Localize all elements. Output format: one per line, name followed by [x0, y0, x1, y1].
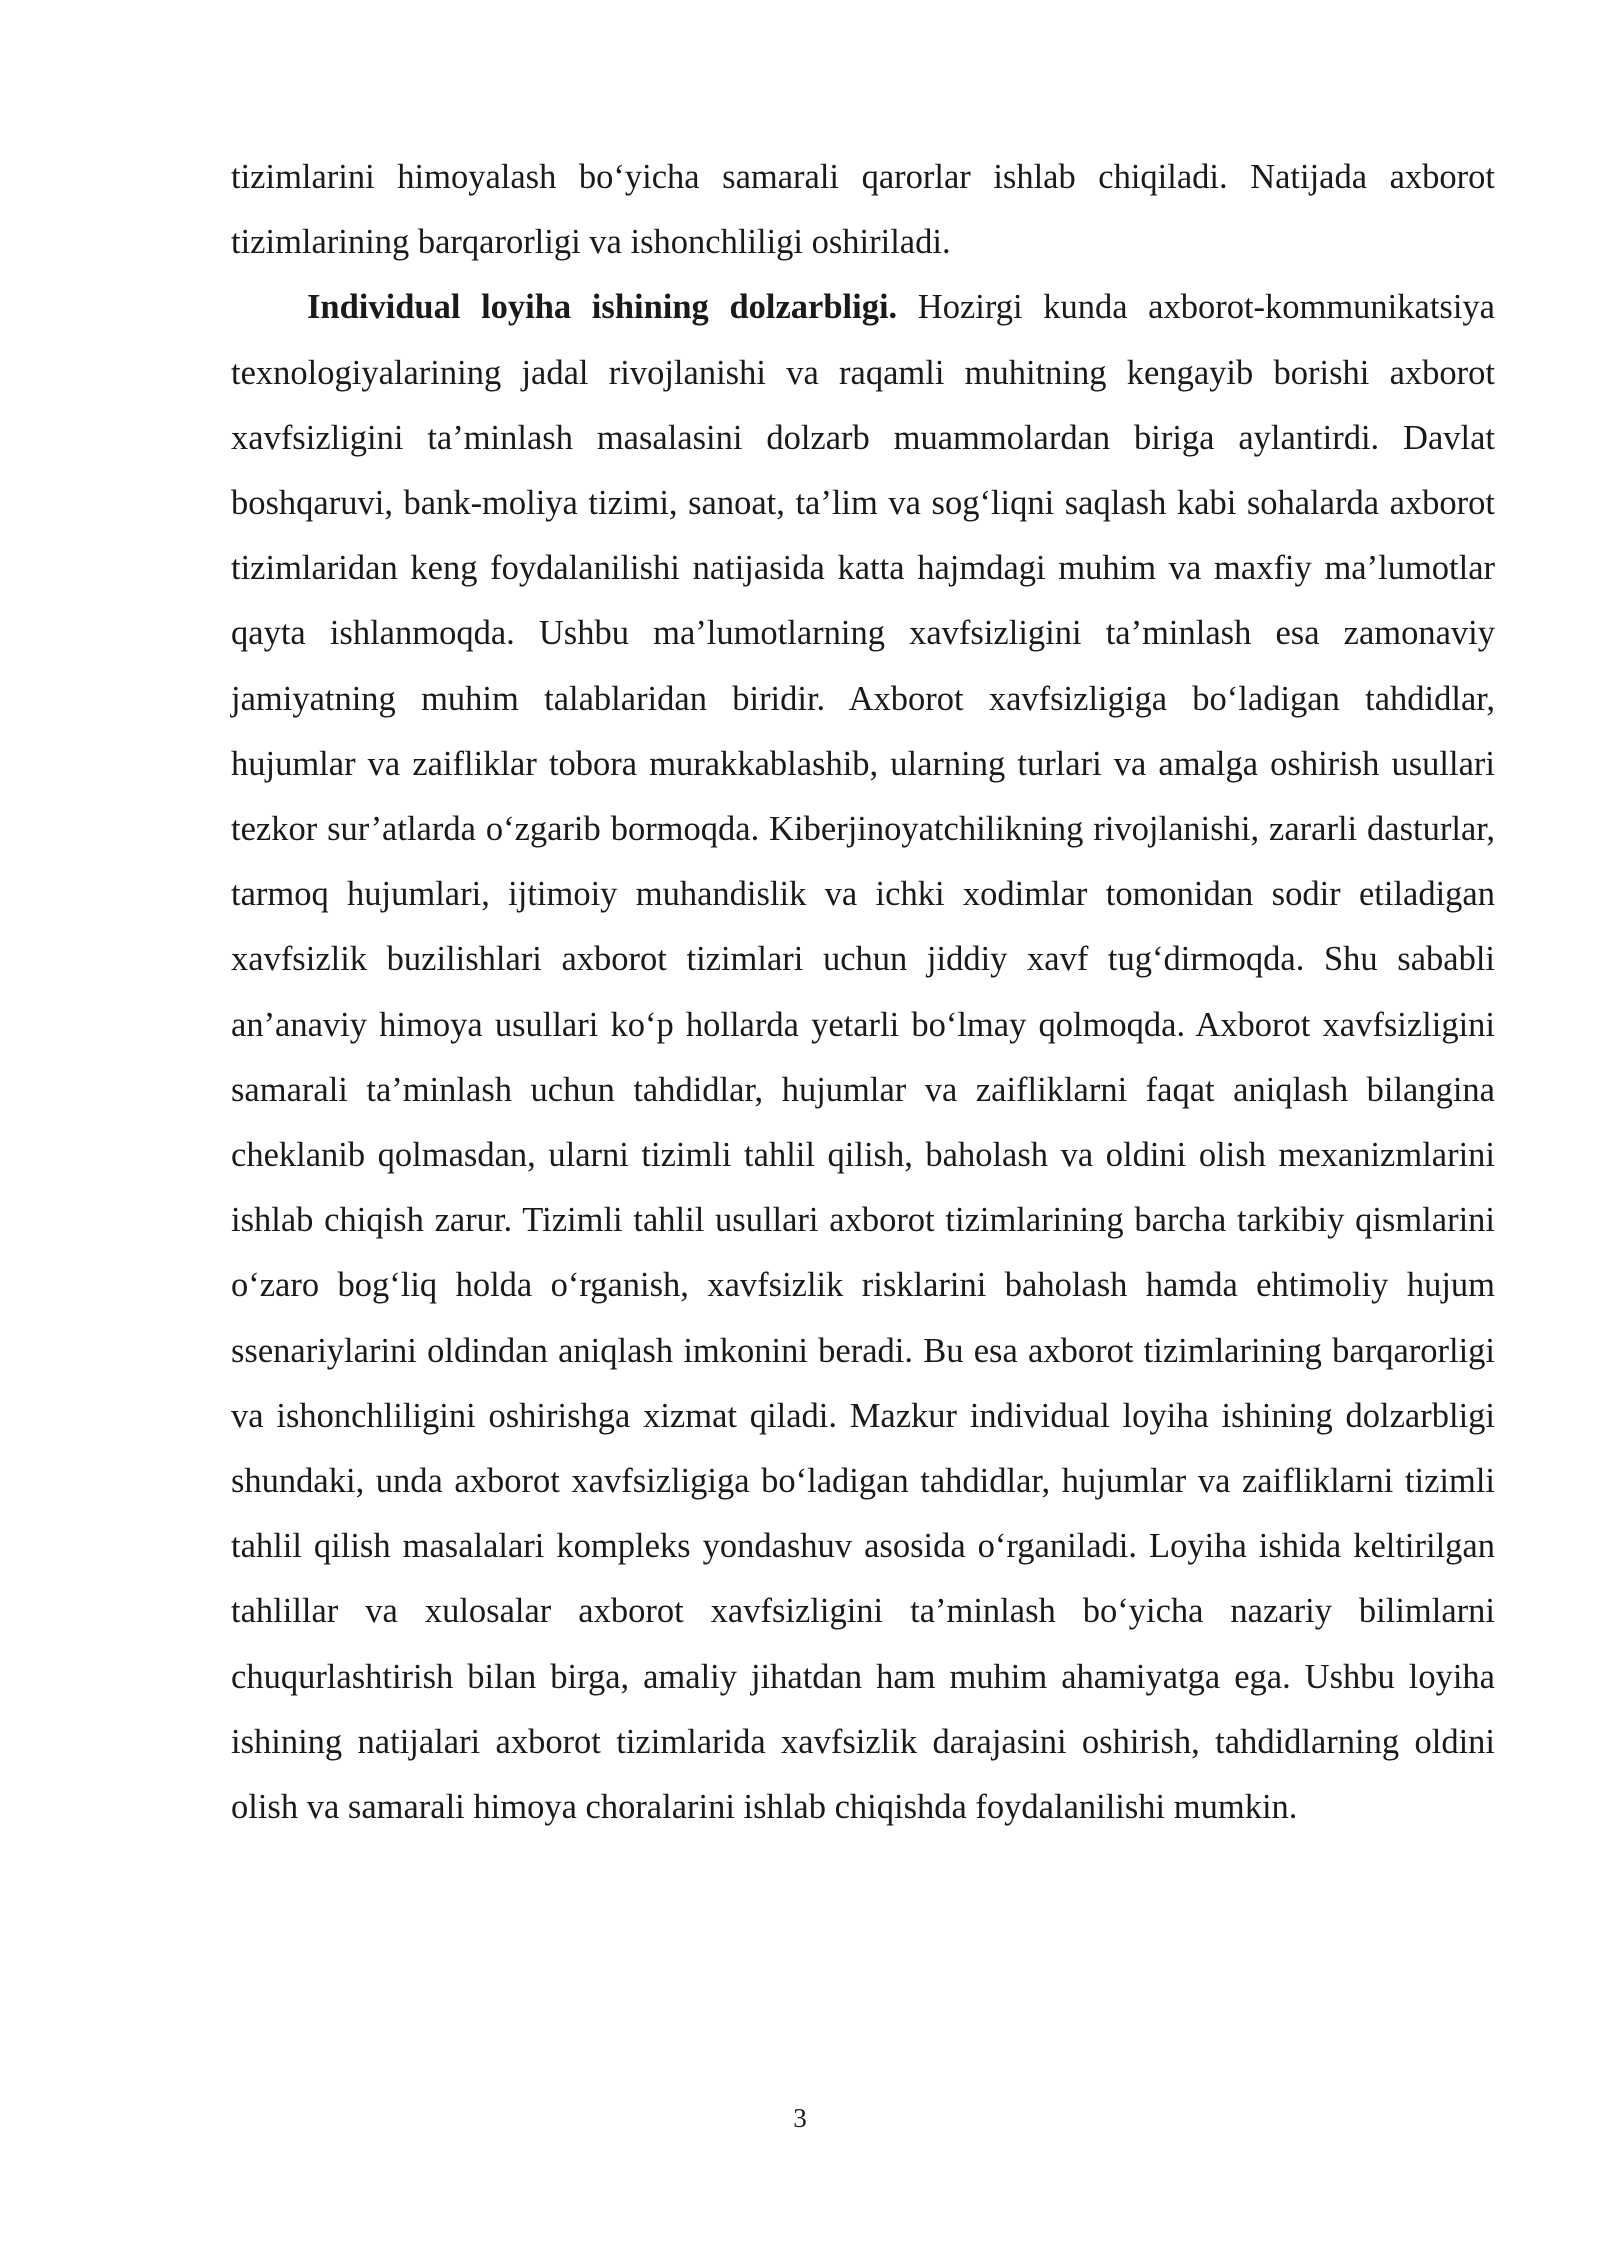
document-body: [231, 145, 1495, 1840]
section-heading: Individual loyiha ishining dolzarbligi.: [307, 288, 898, 327]
page-number: 3: [793, 2103, 807, 2133]
section-body-text: Hozirgi kunda axborot-kommunikatsiya texnologiyalarining jadal rivojlanishi va raqamli muhitning kengayib borishi axborot xavfsizligini ta’minlash masalasini dolzarb muammolardan biriga aylantirdi. Davlat boshqaruvi, bank-moliya tizimi, sanoat, ta’lim va sog‘liqni saqlash kabi sohalarda axborot tizimlaridan keng foydalanilishi natijasida katta hajmdagi muhim va maxfiy ma’lumotlar qayta ishlanmoqda. Ushbu ma’lumotlarning xavfsizligini ta’minlash esa zamonaviy jamiyatning muhim talablaridan biridir. Axborot xavfsizligiga bo‘ladigan tahdidlar, hujumlar va zaifliklar tobora murakkablashib, ularning turlari va amalga oshirish usullari tezkor sur’atlarda o‘zgarib bormoqda. Kiberjinoyatchilikning rivojlanishi, zararli dasturlar, tarmoq hujumlari, ijtimoiy muhandislik va ichki xodimlar tomonidan sodir etiladigan xavfsizlik buzilishlari axborot tizimlari uchun jiddiy xavf tug‘dirmoqda. Shu sababli an’anaviy himoya usullari ko‘p hollarda yetarli bo‘lmay qolmoqda. Axborot xavfsizligini samarali ta’minlash uchun tahdidlar, hujumlar va zaifliklarni faqat aniqlash bilangina cheklanib qolmasdan, ularni tizimli tahlil qilish, baholash va oldini olish mexanizmlarini ishlab chiqish zarur. Tizimli tahlil usullari axborot tizimlarining barcha tarkibiy qismlarini o‘zaro bog‘liq holda o‘rganish, xavfsizlik risklarini baholash hamda ehtimoliy hujum ssenariylarini oldindan aniqlash imkonini beradi. Bu esa axborot tizimlarining barqarorligi va ishonchliligini oshirishga xizmat qiladi. Mazkur individual loyiha ishining dolzarbligi shundaki, unda axborot xavfsizligiga bo‘ladigan tahdidlar, hujumlar va zaifliklarni tizimli tahlil qilish masalalari kompleks yondashuv asosida o‘rganiladi. Loyiha ishida keltirilgan tahlillar va xulosalar axborot xavfsizligini ta’minlash bo‘yicha nazariy bilimlarni chuqurlashtirish bilan birga, amaliy jihatdan ham muhim ahamiyatga ega. Ushbu loyiha ishining natijalari axborot tizimlarida xavfsizlik darajasini oshirish, tahdidlarning oldini olish va samarali himoya choralarini ishlab chiqishda foydalanilishi mumkin.: [231, 288, 1495, 1827]
relevance-paragraph: [231, 275, 1495, 1840]
continuation-paragraph: tizimlarini himoyalash bo‘yicha samarali qarorlar ishlab chiqiladi. Natijada axborot tizimlarining barqarorligi va ishonchliligi oshiriladi.: [231, 158, 1495, 262]
